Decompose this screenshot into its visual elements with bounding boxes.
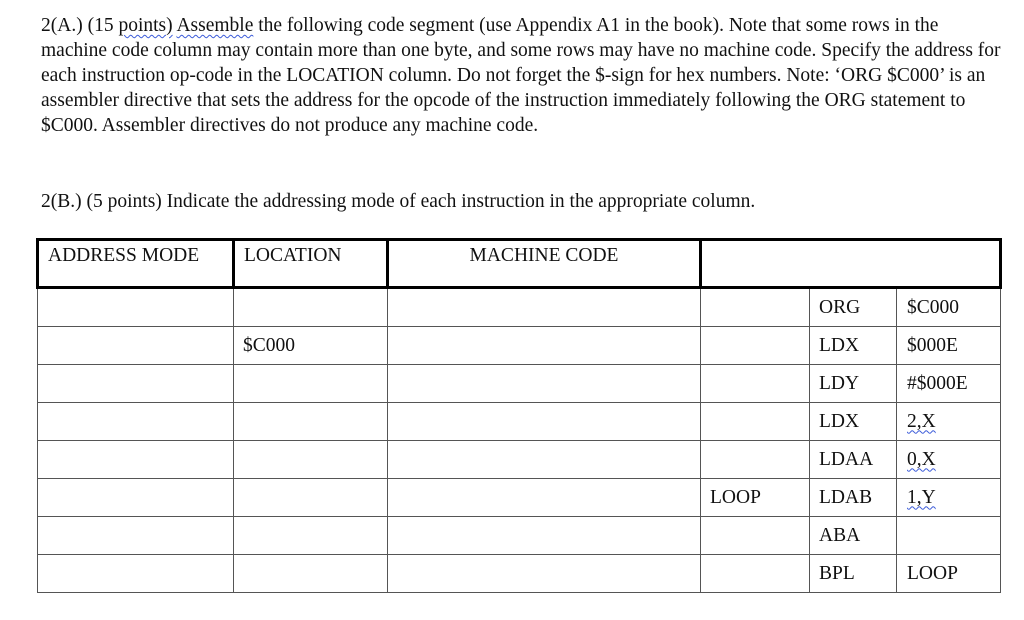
label-cell xyxy=(701,517,810,555)
label-cell xyxy=(701,441,810,479)
machine-code-cell[interactable] xyxy=(388,403,701,441)
location-cell[interactable] xyxy=(234,517,388,555)
address-mode-cell[interactable] xyxy=(38,403,234,441)
part-a-lead: 2(A.) (15 xyxy=(41,15,119,36)
machine-code-cell[interactable] xyxy=(388,517,701,555)
header-address-mode: ADDRESS MODE xyxy=(38,240,234,288)
label-cell xyxy=(701,403,810,441)
machine-code-cell[interactable] xyxy=(388,441,701,479)
label-cell xyxy=(701,365,810,403)
table-row xyxy=(38,403,1001,441)
address-mode-cell[interactable] xyxy=(38,441,234,479)
address-mode-cell[interactable] xyxy=(38,555,234,593)
machine-code-cell[interactable] xyxy=(388,288,701,327)
operand-text: 2,X xyxy=(907,410,936,432)
part-a-instructions xyxy=(41,13,1001,138)
points-word: points) xyxy=(118,15,173,36)
mnemonic-cell: LDAA xyxy=(810,441,897,479)
table-row xyxy=(38,441,1001,479)
operand-cell xyxy=(897,479,1001,517)
operand-text: 1,Y xyxy=(907,486,936,508)
location-cell[interactable] xyxy=(234,441,388,479)
address-mode-cell[interactable] xyxy=(38,479,234,517)
table-row xyxy=(38,517,1001,555)
machine-code-cell[interactable] xyxy=(388,365,701,403)
assembly-table xyxy=(36,238,1002,593)
address-mode-cell[interactable] xyxy=(38,288,234,327)
operand-cell: $000E xyxy=(897,327,1001,365)
label-cell: LOOP xyxy=(701,479,810,517)
operand-cell xyxy=(897,441,1001,479)
mnemonic-cell: LDY xyxy=(810,365,897,403)
address-mode-cell[interactable] xyxy=(38,365,234,403)
header-location: LOCATION xyxy=(234,240,388,288)
operand-cell: #$000E xyxy=(897,365,1001,403)
mnemonic-cell: LDX xyxy=(810,403,897,441)
header-source xyxy=(701,240,1001,288)
location-cell[interactable] xyxy=(234,365,388,403)
machine-code-cell[interactable] xyxy=(388,555,701,593)
location-cell[interactable] xyxy=(234,288,388,327)
table-header-row xyxy=(38,240,1001,288)
assemble-word: Assemble xyxy=(176,15,254,36)
location-cell[interactable] xyxy=(234,403,388,441)
table-row xyxy=(38,327,1001,365)
mnemonic-cell: ABA xyxy=(810,517,897,555)
location-cell[interactable] xyxy=(234,479,388,517)
address-mode-cell[interactable] xyxy=(38,517,234,555)
mnemonic-cell: ORG xyxy=(810,288,897,327)
mnemonic-cell: BPL xyxy=(810,555,897,593)
location-cell[interactable] xyxy=(234,555,388,593)
label-cell xyxy=(701,555,810,593)
address-mode-cell[interactable] xyxy=(38,327,234,365)
table-row xyxy=(38,288,1001,327)
machine-code-cell[interactable] xyxy=(388,327,701,365)
part-a-rest: the following code segment (use Appendix A1 in the book). Note that some rows in the machine code column may contain more than one byte, and some rows may have no machine code. Specify the address for each instruction op-code in the LOCATION column. Do not forget the $-sign for hex numbers. Note: ‘ORG $C000’ is an assembler directive that sets the address for the opcode of the instruction immediately following the ORG statement to $C000. Assembler directives do not produce any machine code. xyxy=(41,15,1001,136)
header-machine-code: MACHINE CODE xyxy=(388,240,701,288)
operand-cell: $C000 xyxy=(897,288,1001,327)
part-b-instructions: 2(B.) (5 points) Indicate the addressing mode of each instruction in the appropriate column. xyxy=(41,191,756,212)
table-row xyxy=(38,479,1001,517)
operand-cell xyxy=(897,517,1001,555)
label-cell xyxy=(701,288,810,327)
mnemonic-cell: LDAB xyxy=(810,479,897,517)
table-row xyxy=(38,365,1001,403)
operand-cell: LOOP xyxy=(897,555,1001,593)
location-cell[interactable]: $C000 xyxy=(234,327,388,365)
machine-code-cell[interactable] xyxy=(388,479,701,517)
mnemonic-cell: LDX xyxy=(810,327,897,365)
label-cell xyxy=(701,327,810,365)
operand-text: 0,X xyxy=(907,448,936,470)
table-row xyxy=(38,555,1001,593)
operand-cell xyxy=(897,403,1001,441)
